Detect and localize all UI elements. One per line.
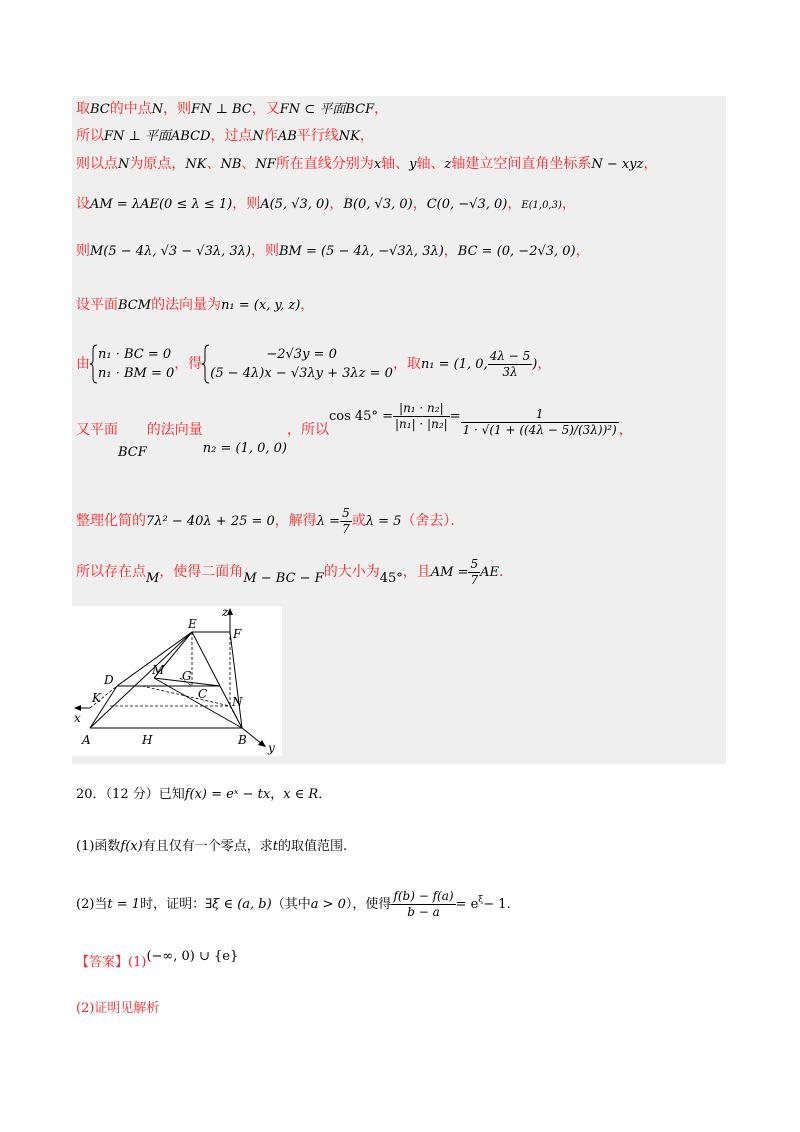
denominator: 3λ — [502, 364, 518, 379]
math: − 1 — [483, 897, 507, 912]
left-brace-icon — [202, 344, 210, 384]
text: 所以存在点 — [76, 564, 146, 580]
solution-line-3 — [76, 155, 657, 174]
text: ， — [359, 128, 374, 144]
text: 、 — [206, 156, 221, 172]
math: N — [252, 129, 264, 144]
label-M: M — [152, 663, 165, 677]
text: ， — [300, 297, 315, 313]
fraction — [461, 407, 619, 438]
math: λ = 5 — [365, 514, 402, 529]
solution-line-10 — [76, 554, 513, 591]
text: ，则 — [232, 196, 261, 212]
text: 20．（12 分）已知 — [76, 787, 185, 802]
math: (−∞, 0) ∪ {e} — [146, 949, 239, 964]
text: 的法向量 — [146, 422, 203, 438]
text: 设平面 — [76, 297, 118, 313]
text: (2)证明见解析 — [76, 1001, 160, 1016]
fraction — [393, 401, 450, 432]
text: 、 — [241, 156, 256, 172]
text: ，解得 — [274, 513, 317, 529]
question-20-stem — [76, 786, 331, 804]
math: FN ⊥ BC — [191, 102, 252, 117]
math: B(0, √3, 0) — [343, 197, 413, 212]
math: z — [444, 157, 452, 172]
answer-label: 【答案】 — [76, 955, 129, 970]
solution-line-2 — [76, 127, 374, 146]
text: 有且仅有一个零点，求 — [142, 839, 273, 854]
label-N: N — [232, 695, 243, 709]
label-K: K — [92, 691, 101, 705]
label-x: x — [74, 711, 81, 725]
math: BC — [90, 102, 110, 117]
math: M — [146, 571, 160, 586]
math: = e — [455, 897, 479, 912]
math: N − xyz — [591, 157, 644, 172]
numerator: |n₁ · n₂| — [393, 401, 450, 417]
math: n₁ · BM = 0 — [98, 366, 175, 381]
math: FN ⊥ 平面 — [104, 129, 171, 144]
text: ， — [575, 243, 590, 259]
math: cos 45° = — [329, 409, 393, 424]
math: BCF — [118, 445, 147, 460]
text: 的大小为 — [323, 564, 380, 580]
text: 作 — [263, 128, 278, 144]
solution-line-1 — [76, 100, 388, 119]
math: n₁ = (1, 0, — [420, 357, 488, 372]
denominator: 7 — [470, 572, 479, 587]
math: E(1,0,3) — [521, 200, 562, 211]
denominator: |n₁| · |n₂| — [394, 416, 448, 431]
math: N — [118, 157, 130, 172]
solution-line-5 — [76, 242, 590, 261]
math: NK — [185, 157, 207, 172]
text: 则以点 — [76, 156, 118, 172]
math: n₁ · BC = 0 — [98, 347, 172, 362]
math: M(5 − 4λ, √3 − √3λ, 3λ) — [90, 244, 251, 259]
text: ，且 — [402, 564, 431, 580]
text: 轴建立空间直角坐标系 — [451, 156, 592, 172]
denominator: 1 · √(1 + ((4λ − 5)/(3λ))²) — [462, 422, 617, 437]
text: ， — [561, 196, 576, 212]
label-G: G — [182, 669, 192, 683]
math: AM = — [430, 565, 469, 580]
text: ， — [618, 422, 633, 438]
math: t = 1 — [107, 897, 141, 912]
solution-line-6 — [76, 296, 314, 315]
text: 轴、 — [381, 156, 410, 172]
text: ），使得 — [345, 897, 392, 912]
denominator: 7 — [342, 521, 350, 536]
solution-line-9 — [76, 503, 464, 540]
text: ． — [499, 564, 514, 580]
text: （其中 — [271, 897, 311, 912]
text: 的法向量为 — [151, 297, 222, 313]
numerator: f(b) − f(a) — [393, 889, 454, 903]
numerator: 5 — [342, 505, 350, 520]
math: NB — [220, 157, 242, 172]
text: ，所以 — [287, 422, 329, 438]
math: C(0, −√3, 0) — [426, 197, 508, 212]
solution-line-7 — [76, 344, 551, 385]
text: . — [506, 897, 511, 912]
fraction — [488, 349, 533, 380]
label-y: y — [268, 741, 275, 755]
left-brace-icon — [90, 344, 98, 384]
text: (1) — [128, 955, 147, 970]
solution-line-8 — [76, 400, 633, 460]
equation-system-1 — [90, 344, 174, 384]
label-E: E — [188, 617, 197, 631]
math: BM = (5 − 4λ, −√3λ, 3λ) — [278, 244, 444, 259]
math: NK — [338, 129, 360, 144]
numerator: 1 — [461, 407, 619, 423]
text: 的取值范围. — [277, 839, 348, 854]
math: t — [272, 839, 278, 854]
text: ，取 — [392, 356, 421, 372]
text: 的中点 — [109, 101, 152, 117]
numerator: 4λ − 5 — [489, 348, 531, 363]
label-H: H — [142, 733, 153, 747]
label-z: z — [222, 606, 229, 619]
text: 平行线 — [296, 128, 339, 144]
math: n₂ = (1, 0, 0) — [202, 441, 287, 456]
label-F: F — [233, 627, 242, 641]
label-D: D — [104, 673, 114, 687]
equation-system-2 — [202, 344, 393, 384]
text: 轴、 — [416, 156, 445, 172]
math: FN ⊂ 平面 — [279, 102, 346, 117]
label-A: A — [82, 733, 91, 747]
label-C: C — [198, 687, 208, 701]
math: 7λ² − 40λ + 25 = 0 — [146, 514, 275, 529]
text: ，则 — [250, 243, 279, 259]
text: ，又 — [251, 101, 280, 117]
text: 所在直线分别为 — [275, 156, 374, 172]
text: (2)当 — [76, 897, 108, 912]
text: ， — [374, 101, 389, 117]
math: x ∈ R — [283, 787, 319, 802]
answer-line-1 — [76, 949, 239, 972]
math: AE — [480, 565, 500, 580]
math: AB — [277, 129, 297, 144]
math: N — [151, 102, 164, 117]
text: 设 — [76, 196, 90, 212]
text: ，使得二面角 — [159, 564, 244, 580]
text: ， — [412, 196, 427, 212]
text: ，得 — [174, 356, 203, 372]
denominator: b − a — [407, 905, 440, 919]
text: 由 — [76, 356, 90, 372]
solution-line-4 — [76, 195, 576, 215]
label-B: B — [238, 733, 247, 747]
text: 或 — [351, 513, 366, 529]
text: ， — [507, 196, 522, 212]
text: ， — [270, 787, 284, 802]
text: ，过点 — [210, 128, 253, 144]
text: 为原点， — [129, 156, 186, 172]
question-20-part-1 — [76, 838, 347, 856]
text: ， — [443, 243, 458, 259]
math: ABCD — [170, 129, 211, 144]
answer-line-2 — [76, 1000, 159, 1018]
math: NF — [255, 157, 276, 172]
math: BCM — [118, 298, 152, 313]
text: ， — [537, 356, 552, 372]
fraction — [468, 557, 480, 588]
math: ∃ξ ∈ (a, b) — [205, 897, 272, 912]
text: ， — [643, 156, 658, 172]
text: ． — [318, 787, 332, 802]
math: f(x) = eˣ − tx — [184, 787, 271, 802]
question-20-part-2 — [76, 880, 511, 925]
math: −2√3y = 0 — [266, 347, 337, 362]
polyhedron-diagram — [72, 606, 282, 756]
math: 45° — [379, 571, 403, 586]
math: A(5, √3, 0) — [260, 197, 330, 212]
math: = — [449, 409, 461, 424]
fraction — [391, 889, 455, 920]
text: 则 — [76, 243, 90, 259]
text: 取 — [76, 101, 90, 117]
math: a > 0 — [310, 897, 346, 912]
geometry-figure — [72, 606, 282, 756]
math: BCF — [345, 102, 375, 117]
math: f(x) — [120, 839, 143, 854]
text: 整理化简的 — [76, 513, 146, 529]
text: 时，证明： — [140, 897, 206, 912]
text: （舍去）． — [401, 513, 465, 529]
text: 所以 — [76, 128, 104, 144]
math: y — [409, 157, 417, 172]
math: BC = (0, −2√3, 0) — [457, 244, 576, 259]
math: ) — [532, 357, 538, 372]
math: AM = λAE(0 ≤ λ ≤ 1) — [90, 197, 233, 212]
text: 又平面 — [76, 422, 118, 438]
text: ， — [329, 196, 344, 212]
fraction — [340, 506, 352, 537]
text: ，则 — [163, 101, 192, 117]
math: x — [373, 157, 382, 172]
math: n₁ = (x, y, z) — [221, 298, 301, 313]
math: (5 − 4λ)x − √3λy + 3λz = 0 — [210, 366, 393, 381]
text: (1)函数 — [76, 839, 121, 854]
math: λ = — [316, 514, 341, 529]
math: M − BC − F — [243, 571, 324, 586]
numerator: 5 — [470, 556, 479, 571]
superscript: ξ — [478, 895, 484, 905]
